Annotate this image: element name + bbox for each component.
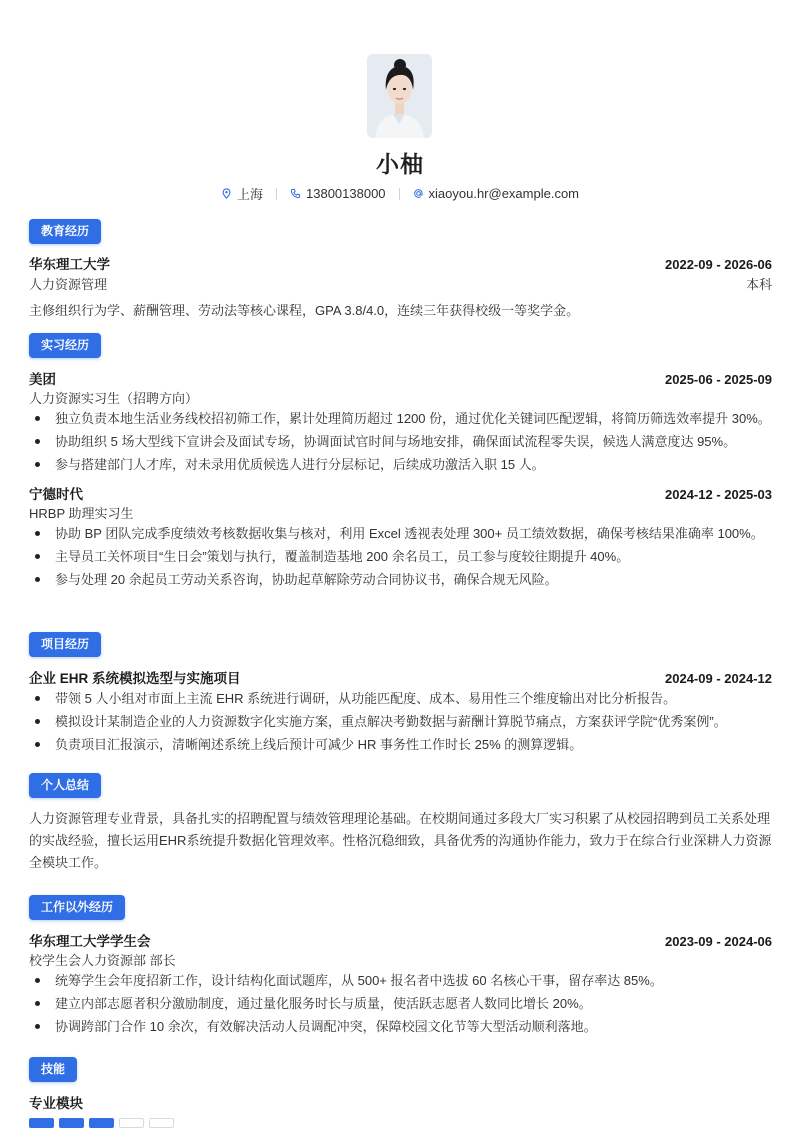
skill-level-segment <box>89 1118 114 1128</box>
project-bullets <box>29 689 772 754</box>
location-text: 上海 <box>236 187 263 202</box>
bullet-item: 负责项目汇报演示，清晰阐述系统上线后预计可减少 HR 事务性工作时长 25% 的测算逻辑。 <box>29 735 772 754</box>
internship-bullets <box>29 409 772 474</box>
section-heading-summary: 个人总结 <box>29 773 101 798</box>
skill-level-segment <box>29 1118 54 1128</box>
section-heading-education: 教育经历 <box>29 219 101 244</box>
organization-name: 华东理工大学学生会 <box>29 934 151 949</box>
contact-divider <box>276 188 277 200</box>
section-heading-skills: 技能 <box>29 1057 77 1082</box>
candidate-name: 小柚 <box>376 151 424 177</box>
bullet-item: 主导员工关怀项目“生日会”策划与执行，覆盖制造基地 200 余名员工，员工参与度较往期提升 40%。 <box>29 547 772 566</box>
phone-text[interactable]: 13800138000 <box>306 186 386 201</box>
education-date: 2022-09 - 2026-06 <box>665 257 772 272</box>
internship-section <box>29 333 772 593</box>
section-heading-project: 项目经历 <box>29 632 101 657</box>
summary-section <box>29 773 772 874</box>
bullet-item: 建立内部志愿者积分激励制度，通过量化服务时长与质量，使活跃志愿者人数同比增长 20%。 <box>29 994 772 1013</box>
education-row <box>29 253 772 273</box>
education-detail-row <box>29 274 772 293</box>
bullet-item: 协助组织 5 场大型线下宣讲会及面试专场，协调面试官时间与场地安排，确保面试流程零失误，候选人满意度达 95%。 <box>29 432 772 451</box>
skill-level-segment <box>119 1118 144 1128</box>
school-name: 华东理工大学 <box>29 257 110 272</box>
project-section <box>29 632 772 758</box>
internship-role: HRBP 助理实习生 <box>29 506 134 521</box>
skill-item <box>29 1092 772 1128</box>
contact-phone <box>290 186 386 201</box>
location-pin-icon <box>221 188 232 199</box>
company-name: 宁德时代 <box>29 487 83 502</box>
bullet-item: 协调跨部门合作 10 余次，有效解决活动人员调配冲突，保障校园文化节等大型活动顺利落地。 <box>29 1017 772 1036</box>
skill-name: 专业模块 <box>29 1096 83 1111</box>
degree-text: 本科 <box>745 277 772 292</box>
internship-date: 2025-06 - 2025-09 <box>665 372 772 387</box>
skill-level-segment <box>149 1118 174 1128</box>
internship-item <box>29 483 772 589</box>
contact-bar <box>0 184 800 203</box>
major-text: 人力资源管理 <box>29 277 108 292</box>
activity-bullets <box>29 971 772 1036</box>
activities-section <box>29 895 772 1040</box>
phone-icon <box>290 188 301 199</box>
activity-date: 2023-09 - 2024-06 <box>665 934 772 949</box>
section-heading-internship: 实习经历 <box>29 333 101 358</box>
avatar-portrait-icon <box>367 54 432 138</box>
company-name: 美团 <box>29 372 56 387</box>
bullet-item: 带领 5 人小组对市面上主流 EHR 系统进行调研，从功能匹配度、成本、易用性三个维度输出对比分析报告。 <box>29 689 772 708</box>
bullet-item: 协助 BP 团队完成季度绩效考核数据收集与核对，利用 Excel 透视表处理 300+ 员工绩效数据，确保考核结果准确率 100%。 <box>29 524 772 543</box>
summary-text: 人力资源管理专业背景，具备扎实的招聘配置与绩效管理理论基础。在校期间通过多段大厂实习积累了从校园招聘到员工关系处理的实战经验，擅长运用EHR系统提升数据化管理效率。性格沉稳细致，具备优秀的沟通协作能力，致力于在综合行业深耕人力资源全模块工作。 <box>29 811 772 870</box>
skills-section <box>29 1057 772 1128</box>
education-description: 主修组织行为学、薪酬管理、劳动法等核心课程，GPA 3.8/4.0，连续三年获得校级一等奖学金。 <box>29 303 580 318</box>
activity-header <box>29 930 772 950</box>
at-sign-icon <box>413 188 424 199</box>
bullet-item: 独立负责本地生活业务线校招初筛工作，累计处理简历超过 1200 份，通过优化关键词匹配逻辑，将简历筛选效率提升 30%。 <box>29 409 772 428</box>
internship-header <box>29 368 772 388</box>
contact-divider <box>399 188 400 200</box>
bullet-item: 参与处理 20 余起员工劳动关系咨询，协助起草解除劳动合同协议书，确保合规无风险。 <box>29 570 772 589</box>
education-section <box>29 219 772 320</box>
email-text[interactable]: xiaoyou.hr@example.com <box>428 186 580 201</box>
section-heading-activities: 工作以外经历 <box>29 895 125 920</box>
bullet-item: 参与搭建部门人才库，对未录用优质候选人进行分层标记，后续成功激活入职 15 人。 <box>29 455 772 474</box>
project-name: 企业 EHR 系统模拟选型与实施项目 <box>29 671 241 686</box>
internship-item <box>29 368 772 474</box>
contact-location <box>221 184 263 203</box>
skill-level-meter <box>29 1118 772 1128</box>
bullet-item: 统筹学生会年度招新工作，设计结构化面试题库，从 500+ 报名者中选拔 60 名核心干事，留存率达 85%。 <box>29 971 772 990</box>
skill-level-segment <box>59 1118 84 1128</box>
internship-date: 2024-12 - 2025-03 <box>665 487 772 502</box>
avatar <box>367 54 432 138</box>
activity-role: 校学生会人力资源部 部长 <box>29 953 176 968</box>
internship-header <box>29 483 772 503</box>
contact-email <box>413 186 579 201</box>
internship-bullets <box>29 524 772 589</box>
internship-role: 人力资源实习生（招聘方向） <box>29 391 199 406</box>
project-header <box>29 667 772 687</box>
bullet-item: 模拟设计某制造企业的人力资源数字化实施方案，重点解决考勤数据与薪酬计算脱节痛点，方案获评学院“优秀案例”。 <box>29 712 772 731</box>
project-date: 2024-09 - 2024-12 <box>665 671 772 686</box>
